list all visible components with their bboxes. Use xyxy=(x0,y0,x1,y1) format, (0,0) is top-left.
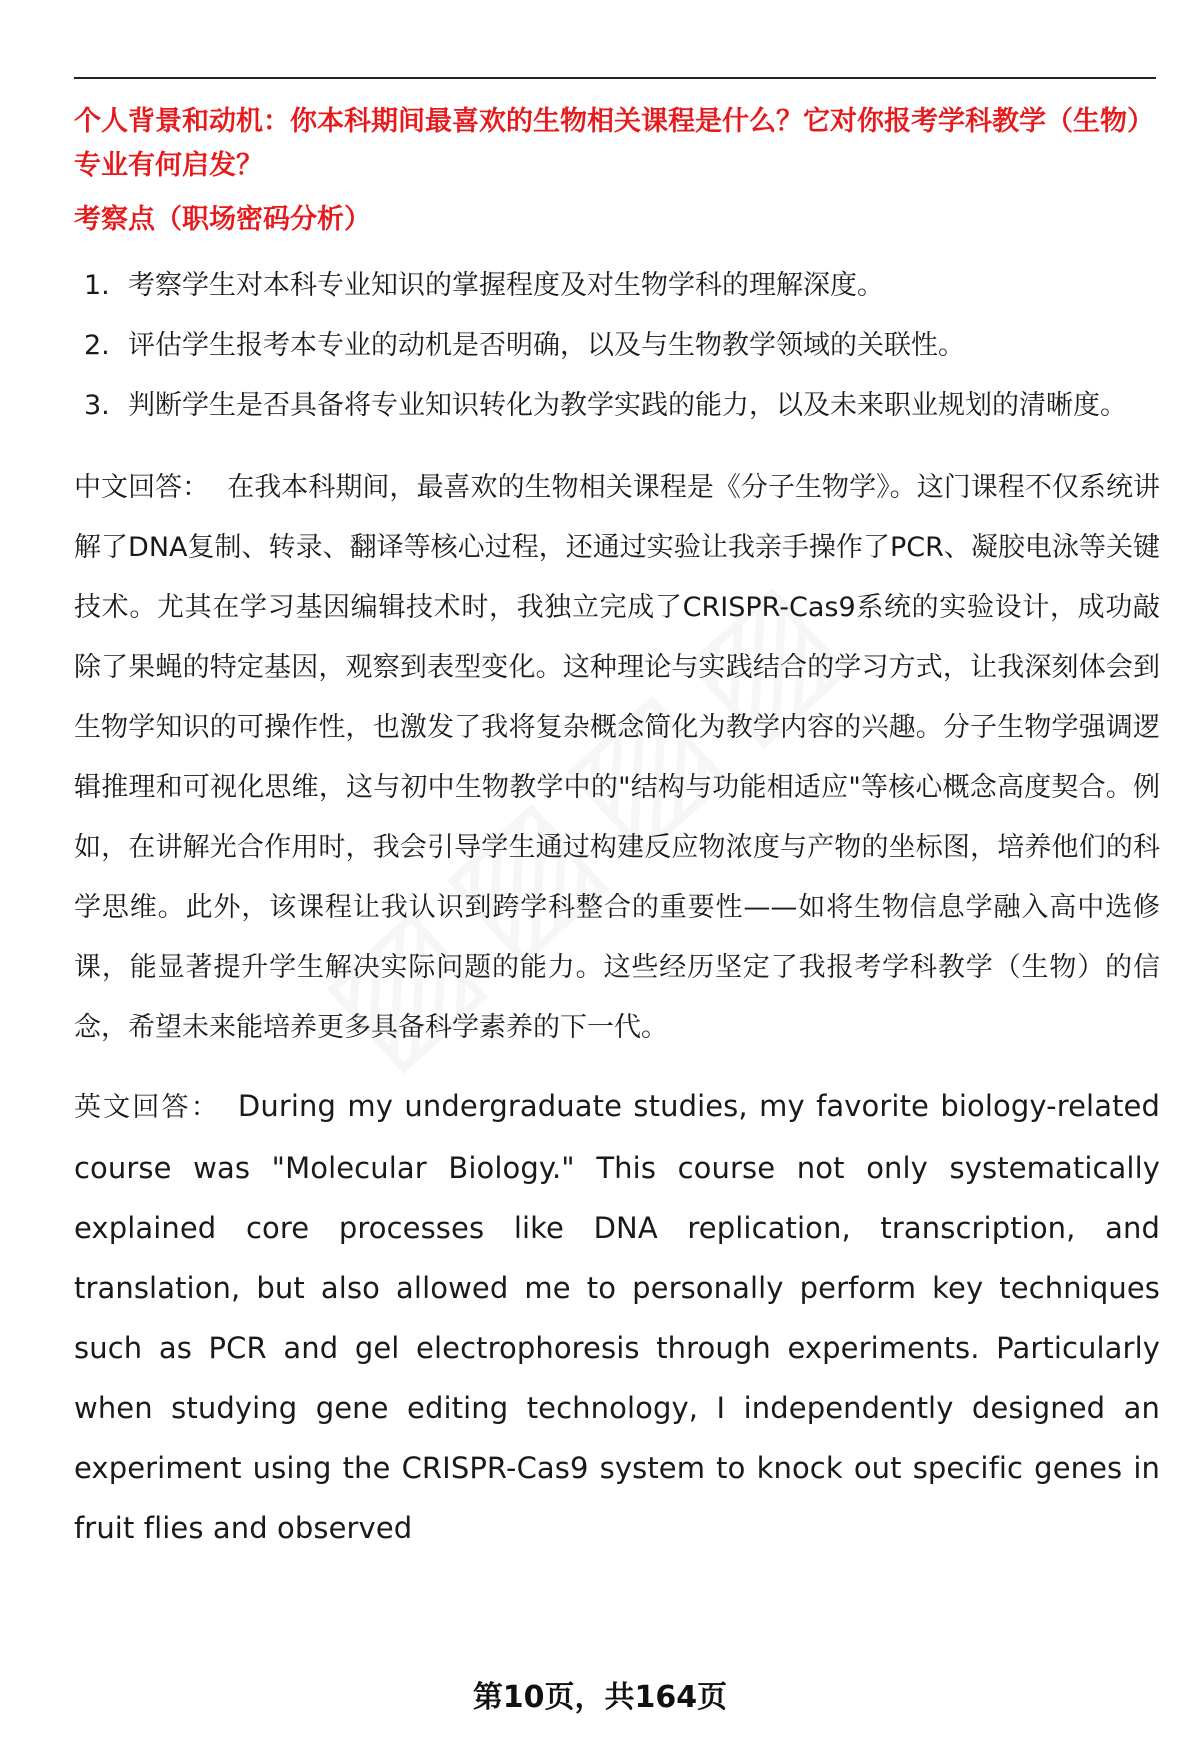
question-heading: 个人背景和动机：你本科期间最喜欢的生物相关课程是什么？它对你报考学科教学（生物）专业有何启发？ xyxy=(74,106,1154,181)
list-item-text: 考察学生对本科专业知识的掌握程度及对生物学科的理解深度。 xyxy=(128,270,884,301)
list-number: 1. xyxy=(84,270,110,301)
page-number: 第10页，共164页 xyxy=(472,1680,728,1715)
chinese-answer xyxy=(74,458,1160,1058)
header-rule xyxy=(74,77,1156,79)
page-content xyxy=(74,100,1160,1576)
list-item-text: 判断学生是否具备将专业知识转化为教学实践的能力，以及未来职业规划的清晰度。 xyxy=(128,390,1127,421)
chinese-answer-label: 中文回答： xyxy=(74,472,210,503)
points-list xyxy=(74,256,1160,436)
list-item-text: 评估学生报考本专业的动机是否明确，以及与生物教学领域的关联性。 xyxy=(128,330,965,361)
list-number: 3. xyxy=(84,390,110,421)
list-number: 2. xyxy=(84,330,110,361)
english-answer xyxy=(74,1076,1160,1558)
chinese-answer-text: 在我本科期间，最喜欢的生物相关课程是《分子生物学》。这门课程不仅系统讲解了DNA复制、转录、翻译等核心过程，还通过实验让我亲手操作了PCR、凝胶电泳等关键技术。尤其在学习基因编辑技术时，我独立完成了CRISPR-Cas9系统的实验设计，成功敲除了果蝇的特定基因，观察到表型变化。这种理论与实践结合的学习方式，让我深刻体会到生物学知识的可操作性，也激发了我将复杂概念简化为教学内容的兴趣。分子生物学强调逻辑推理和可视化思维，这与初中生物教学中的"结构与功能相适应"等核心概念高度契合。例如，在讲解光合作用时，我会引导学生通过构建反应物浓度与产物的坐标图，培养他们的科学思维。此外，该课程让我认识到跨学科整合的重要性——如将生物信息学融入高中选修课，能显著提升学生解决实际问题的能力。这些经历坚定了我报考学科教学（生物）的信念，希望未来能培养更多具备科学素养的下一代。 xyxy=(74,472,1161,1043)
list-item xyxy=(74,316,1160,376)
list-item xyxy=(74,376,1160,436)
english-answer-text: During my undergraduate studies, my favorite biology-related course was "Molecular Biology." This course not only systematically explained core processes like DNA replication, transcription, and translation, but also allowed me to personally perform key techniques such as PCR and gel electrophoresis through experiments. Particularly when studying gene editing technology, I independently designed an experiment using the CRISPR-Cas9 system to knock out specific genes in fruit flies and observed xyxy=(74,1089,1161,1545)
english-answer-label: 英文回答： xyxy=(74,1092,220,1123)
section-title: 考察点（职场密码分析） xyxy=(74,204,371,235)
list-item xyxy=(74,256,1160,316)
